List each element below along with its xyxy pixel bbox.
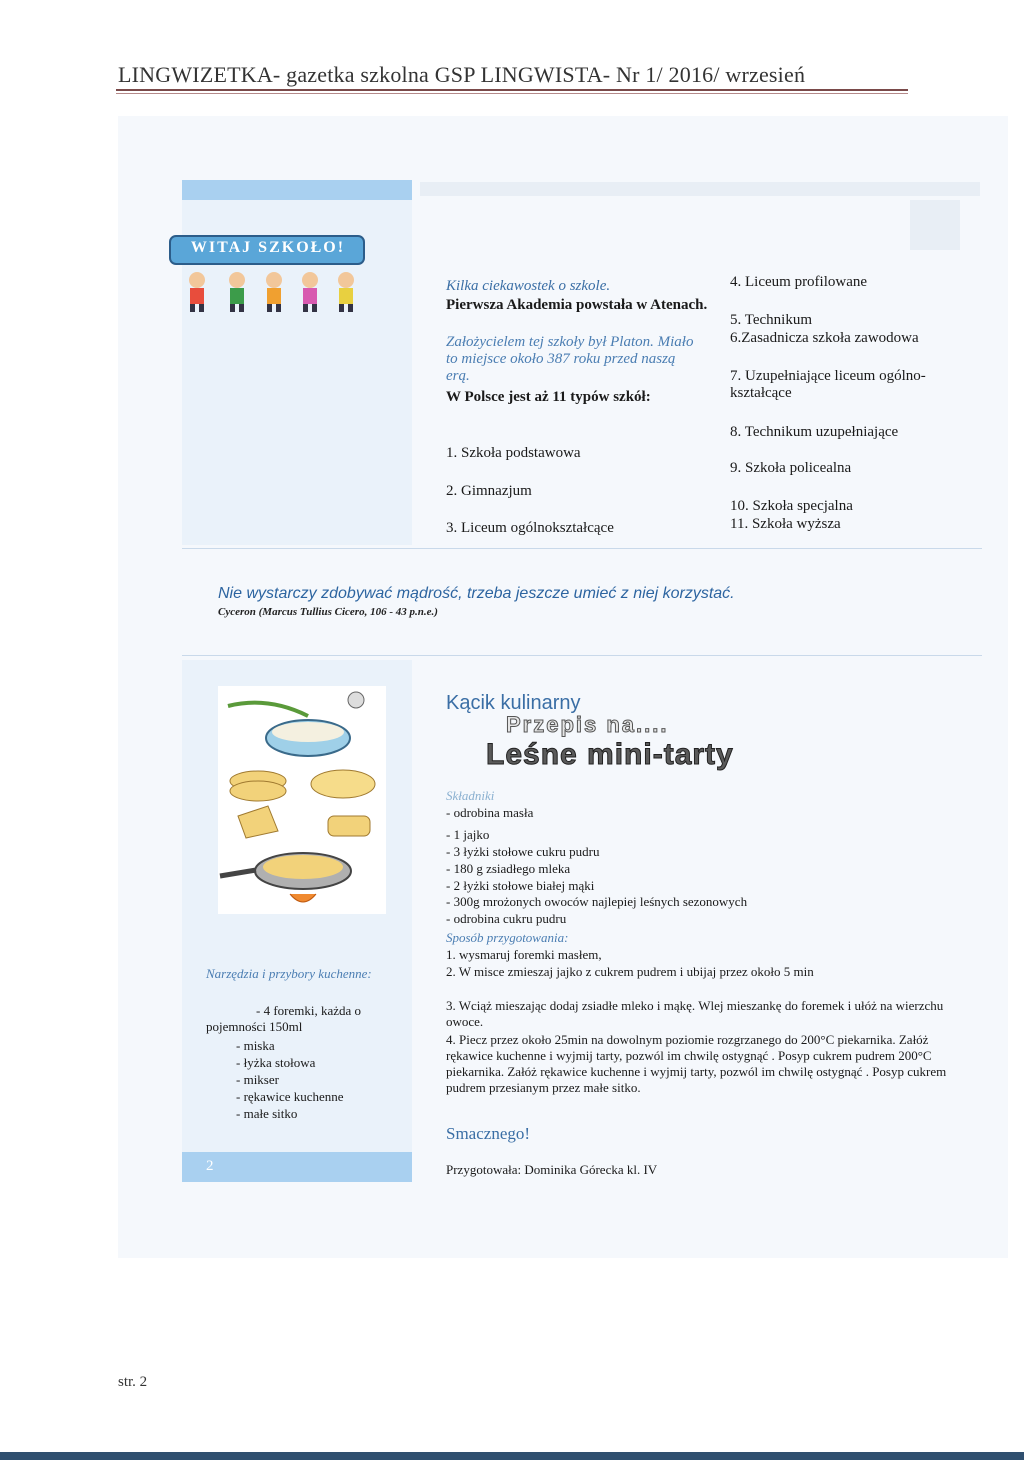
school-type-5: 5. Technikum [730, 312, 812, 328]
method-step: 4. Piecz przez około 25min na dowolnym poziomie rozgrzanego do 200°C piekarnika. Załóż rękawice kuchenne i wyjmij tarty, pozwól im chwilę ostygnąć . Posyp cukrem pudrem 200°C piekarnika. Załóż rękawice kuchenne i wyjmij tarty, pozwól im chwilę ostygnąć . Posyp cukrem pudrem przesianym przez małe sitko. [446, 1032, 947, 1095]
section-divider [182, 548, 982, 549]
recipe-title: Leśne mini-tarty [486, 738, 734, 771]
tools-item-4: - mikser [236, 1072, 279, 1087]
school-type-3: 3. Liceum ogólnokształcące [446, 520, 614, 536]
bleed-through [910, 200, 960, 250]
tools-item-3: - łyżka stołowa [236, 1055, 316, 1070]
ingredient-item: - 1 jajko [446, 827, 490, 842]
page-number: str. 2 [118, 1374, 148, 1390]
inner-page-number: 2 [206, 1158, 214, 1174]
method-step: 2. W misce zmieszaj jajko z cukrem pudrem i ubijaj przez około 5 min [446, 964, 814, 979]
tools-item-6: - małe sitko [236, 1106, 298, 1121]
ingredient-item: - 300g mrożonych owoców najlepiej leśnych sezonowych [446, 894, 748, 909]
tools-item-5: - rękawice kuchenne [236, 1089, 344, 1104]
method-step: 3. Wciąż mieszając dodaj zsiadłe mleko i mąkę. Wlej mieszankę do foremek i ułóż na wierzchu owoce. [446, 998, 944, 1029]
bleed-through [420, 182, 980, 196]
welcome-banner-text: WITAJ SZKOŁO! [190, 239, 346, 256]
method-label: Sposób przygotowania: [446, 930, 569, 945]
recipe-section-title: Kącik kulinarny [446, 692, 581, 714]
school-type-8: 8. Technikum uzupełniające [730, 424, 899, 440]
header-rule [116, 89, 908, 91]
ingredient-item: - odrobina masła [446, 805, 534, 820]
school-type-2: 2. Gimnazjum [446, 483, 532, 499]
header-rule-thin [116, 93, 908, 94]
school-type-9: 9. Szkoła policealna [730, 460, 852, 476]
ingredient-item: - 180 g zsiadłego mleka [446, 861, 571, 876]
bottom-bar [0, 1452, 1024, 1460]
fact-school-count: W Polsce jest aż 11 typów szkół: [446, 389, 651, 405]
ingredient-item: - odrobina cukru pudru [446, 911, 567, 926]
sidebar-bottom-bar [182, 1152, 412, 1182]
tools-item-1: - 4 foremki, każda o pojemności 150ml [206, 1003, 362, 1034]
tools-title: Narzędzia i przybory kuchenne: [206, 966, 372, 981]
section-divider [182, 655, 982, 656]
quote-text: Nie wystarczy zdobywać mądrość, trzeba jeszcze umieć z niej korzystać. [218, 585, 735, 602]
page-header: LINGWIZETKA- gazetka szkolna GSP LINGWISTA- Nr 1/ 2016/ wrzesień [118, 62, 806, 87]
fact-academy: Pierwsza Akademia powstała w Atenach. [446, 297, 708, 313]
recipe-author: Przygotowała: Dominika Górecka kl. IV [446, 1162, 658, 1177]
ingredient-item: - 3 łyżki stołowe cukru pudru [446, 844, 600, 859]
recipe-subtitle: Przepis na.... [506, 712, 669, 737]
cooking-illustration [218, 686, 386, 914]
facts-title: Kilka ciekawostek o szkole. [446, 278, 611, 294]
school-type-7: 7. Uzupełniające liceum ogólno-kształcące [730, 368, 926, 401]
ingredient-item: - 2 łyżki stołowe białej mąki [446, 878, 595, 893]
school-type-6: 6.Zasadnicza szkoła zawodowa [730, 330, 919, 346]
school-type-10: 10. Szkoła specjalna [730, 498, 853, 514]
quote-source: Cyceron (Marcus Tullius Cicero, 106 - 43 p.n.e.) [218, 606, 438, 618]
tools-item-2: - miska [236, 1038, 275, 1053]
sidebar-top-bar [182, 180, 412, 200]
ingredients-label: Składniki [446, 788, 495, 803]
recipe-closing: Smacznego! [446, 1124, 531, 1143]
school-type-4: 4. Liceum profilowane [730, 274, 868, 290]
fact-plato: Założycielem tej szkoły był Platon. Miało to miejsce około 387 roku przed naszą erą. [446, 334, 694, 384]
method-step: 1. wysmaruj foremki masłem, [446, 947, 602, 962]
school-type-1: 1. Szkoła podstawowa [446, 445, 581, 461]
school-type-11: 11. Szkoła wyższa [730, 516, 841, 532]
